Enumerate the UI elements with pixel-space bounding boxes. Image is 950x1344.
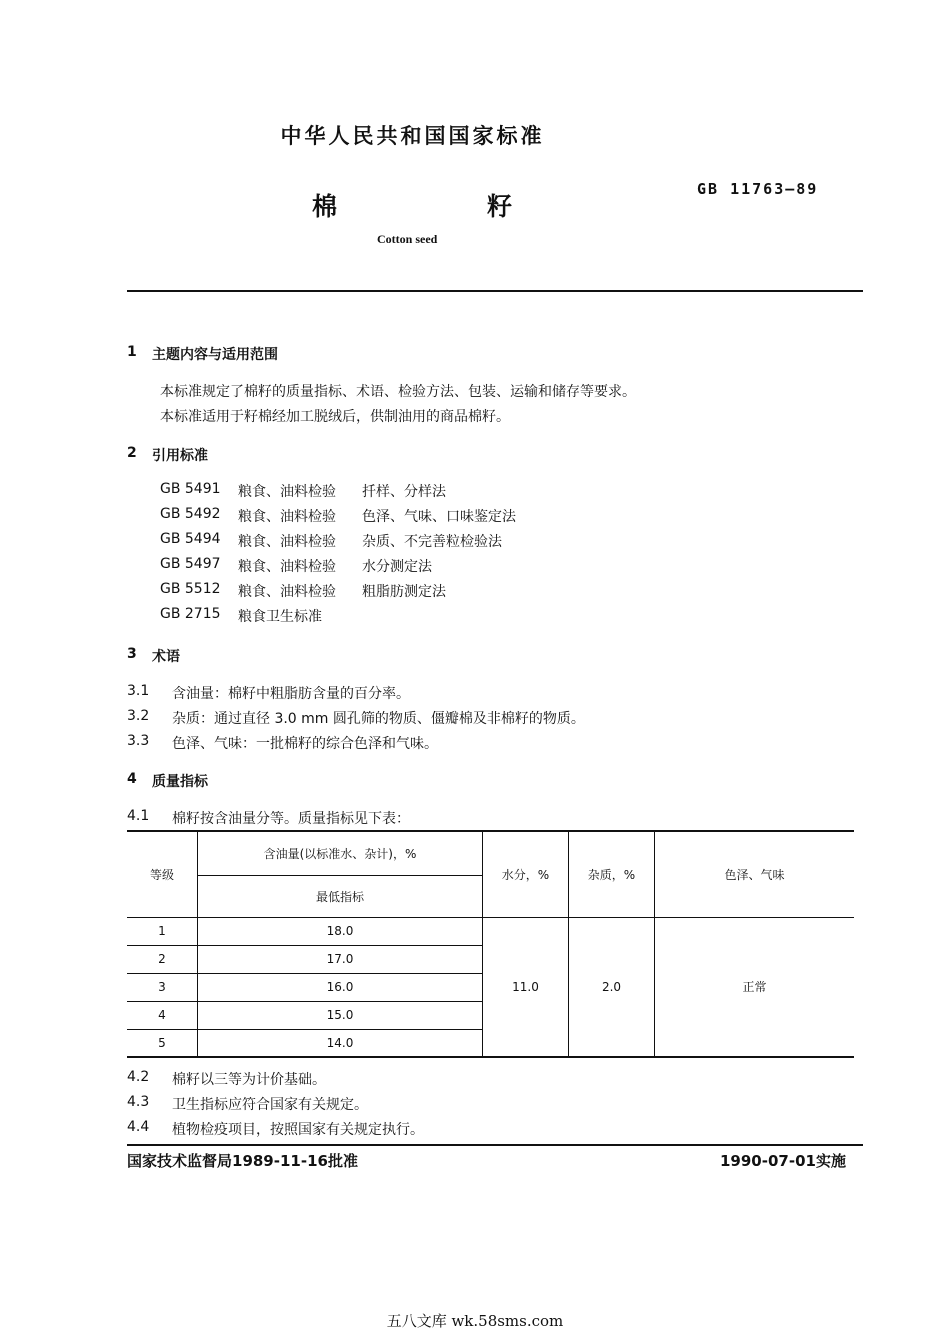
term-text: 含油量：棉籽中粗脂肪含量的百分率。 <box>172 686 410 702</box>
ref-category: 粮食卫生标准 <box>238 609 322 625</box>
title-char-left: 棉 <box>312 192 338 221</box>
clause-text: 棉籽按含油量分等。质量指标见下表： <box>172 811 410 827</box>
grade-cell: 4 <box>127 1001 198 1029</box>
section-3-number: 3 <box>127 646 137 662</box>
clause-text: 棉籽以三等为计价基础。 <box>172 1072 326 1088</box>
section-3-title: 术语 <box>152 649 180 665</box>
header-oil-content: 含油量(以标准水、杂计)，% <box>198 831 483 875</box>
color-cell: 正常 <box>655 917 855 1057</box>
ref-code: GB 5497 <box>160 556 221 572</box>
title-char-right: 籽 <box>487 192 513 221</box>
ref-category: 粮食、油料检验 <box>238 559 336 575</box>
approval-date: 国家技术监督局1989-11-16批准 <box>127 1152 358 1170</box>
oil-cell: 17.0 <box>198 945 483 973</box>
ref-code: GB 5494 <box>160 531 221 547</box>
header-moisture: 水分，% <box>483 831 569 917</box>
header-grade: 等级 <box>127 831 198 917</box>
clause-text: 卫生指标应符合国家有关规定。 <box>172 1097 368 1113</box>
term-number: 3.3 <box>127 733 150 749</box>
standard-code: GB 11763—89 <box>697 180 819 198</box>
oil-cell: 14.0 <box>198 1029 483 1057</box>
ref-name: 色泽、气味、口味鉴定法 <box>362 509 516 525</box>
term-text: 色泽、气味：一批棉籽的综合色泽和气味。 <box>172 736 438 752</box>
oil-cell: 18.0 <box>198 917 483 945</box>
section-2-title: 引用标准 <box>152 448 208 464</box>
oil-cell: 15.0 <box>198 1001 483 1029</box>
impurity-cell: 2.0 <box>569 917 655 1057</box>
clause-number: 4.1 <box>127 808 150 824</box>
clause-number: 4.4 <box>127 1119 150 1135</box>
ref-name: 杂质、不完善粒检验法 <box>362 534 502 550</box>
ref-category: 粮食、油料检验 <box>238 584 336 600</box>
ref-name: 扦样、分样法 <box>362 484 446 500</box>
english-subtitle: Cotton seed <box>377 232 438 246</box>
grade-cell: 2 <box>127 945 198 973</box>
ref-code: GB 5491 <box>160 481 221 497</box>
header-divider <box>127 290 863 292</box>
header-impurity: 杂质，% <box>569 831 655 917</box>
grade-cell: 5 <box>127 1029 198 1057</box>
ref-category: 粮食、油料检验 <box>238 484 336 500</box>
moisture-cell: 11.0 <box>483 917 569 1057</box>
ref-code: GB 2715 <box>160 606 221 622</box>
clause-number: 4.2 <box>127 1069 150 1085</box>
section-4-title: 质量指标 <box>152 774 208 790</box>
term-number: 3.1 <box>127 683 150 699</box>
quality-index-table <box>127 830 854 1058</box>
ref-category: 粮食、油料检验 <box>238 534 336 550</box>
footer-divider <box>127 1144 863 1146</box>
country-standard-heading: 中华人民共和国国家标准 <box>280 124 545 148</box>
term-number: 3.2 <box>127 708 150 724</box>
term-text: 杂质：通过直径 3.0 mm 圆孔筛的物质、僵瓣棉及非棉籽的物质。 <box>172 711 585 727</box>
ref-name: 粗脂肪测定法 <box>362 584 446 600</box>
ref-code: GB 5512 <box>160 581 221 597</box>
grade-cell: 1 <box>127 917 198 945</box>
table-row <box>127 917 854 945</box>
section-1-line-1: 本标准规定了棉籽的质量指标、术语、检验方法、包装、运输和储存等要求。 <box>160 384 636 400</box>
header-color-odor: 色泽、气味 <box>655 831 855 917</box>
clause-text: 植物检疫项目，按照国家有关规定执行。 <box>172 1122 424 1138</box>
ref-name: 水分测定法 <box>362 559 432 575</box>
section-1-title: 主题内容与适用范围 <box>152 347 278 363</box>
effective-date: 1990-07-01实施 <box>720 1152 846 1170</box>
watermark-text: 五八文库 wk.58sms.com <box>386 1312 564 1330</box>
header-oil-min: 最低指标 <box>198 875 483 917</box>
section-4-number: 4 <box>127 771 137 787</box>
ref-code: GB 5492 <box>160 506 221 522</box>
oil-cell: 16.0 <box>198 973 483 1001</box>
section-1-line-2: 本标准适用于籽棉经加工脱绒后，供制油用的商品棉籽。 <box>160 409 510 425</box>
grade-cell: 3 <box>127 973 198 1001</box>
section-1-number: 1 <box>127 344 137 360</box>
clause-number: 4.3 <box>127 1094 150 1110</box>
section-2-number: 2 <box>127 445 137 461</box>
ref-category: 粮食、油料检验 <box>238 509 336 525</box>
